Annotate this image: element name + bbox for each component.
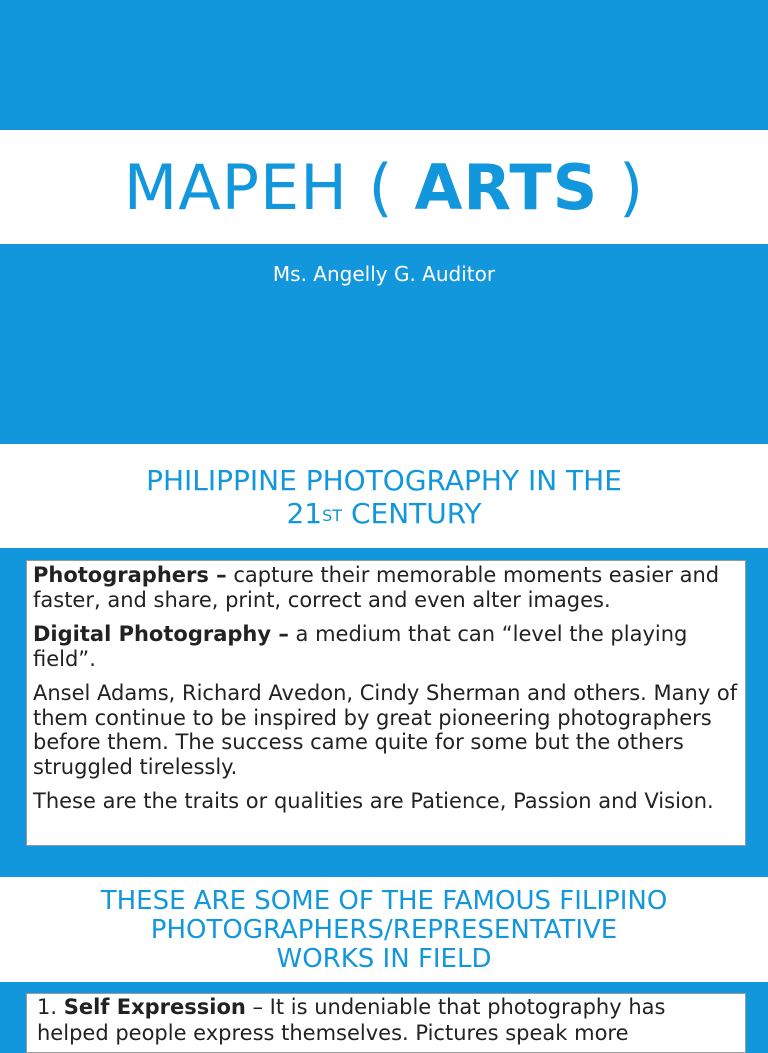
slide2-heading-band: [0, 444, 768, 548]
paragraph-digital-photography: Digital Photography – a medium that can “level the playing field”.: [33, 622, 688, 671]
slide-title-bold: ARTS: [414, 150, 599, 224]
slide1-top-band: [0, 0, 768, 130]
slide2-heading: PHILIPPINE PHOTOGRAPHY IN THE 21ST CENTURY: [146, 464, 622, 530]
slide1-title-band: [0, 130, 768, 244]
slide-author: Ms. Angelly G. Auditor: [272, 262, 496, 286]
slide2-content-box: [26, 560, 746, 846]
paragraph-photographers: Photographers – capture their memorable moments easier and faster, and share, print, correct and even alter images.: [33, 563, 720, 612]
slide3-heading-band: [0, 877, 768, 982]
slide3-heading: THESE ARE SOME OF THE FAMOUS FILIPINO PHOTOGRAPHERS/REPRESENTATIVE WORKS IN FIELD: [100, 886, 668, 974]
paragraph-traits: These are the traits or qualities are Patience, Passion and Vision.: [33, 789, 714, 813]
paragraph-photographers-list: Ansel Adams, Richard Avedon, Cindy Sherman and others. Many of them continue to be inspired by great pioneering photographers before them. The success came quite for some but the others struggled tirelessly.: [33, 681, 738, 779]
list-item-self-expression: 1. Self Expression – It is undeniable that photography has helped people express themselves. Pictures speak more: [37, 995, 666, 1045]
slide-title: MAPEH ( ARTS ): [123, 150, 645, 224]
slide3-content-box: [26, 993, 746, 1053]
